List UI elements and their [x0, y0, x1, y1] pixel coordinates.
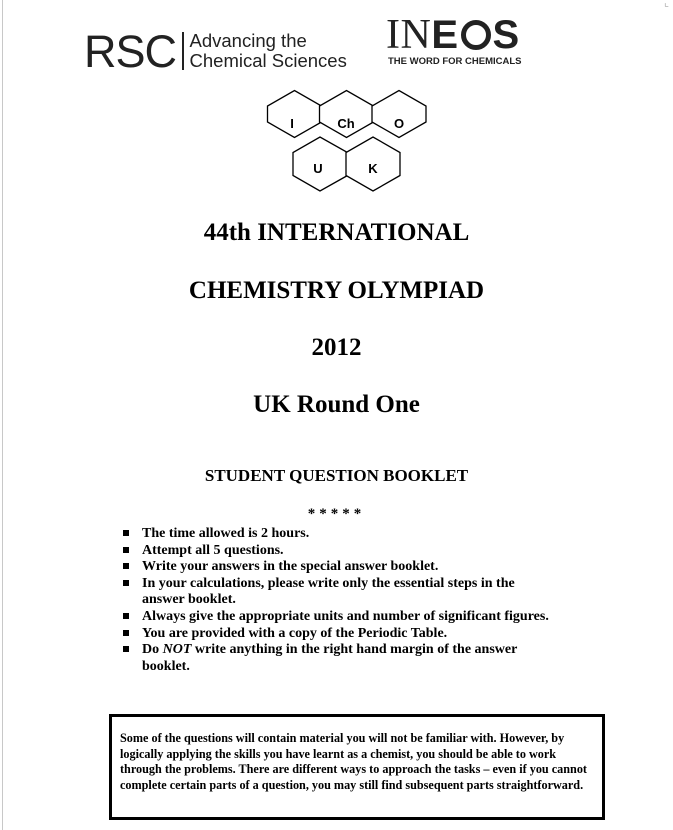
bullet-icon	[123, 547, 129, 553]
bullet-icon	[123, 530, 129, 536]
instruction-text-pre: Do	[142, 642, 163, 658]
instruction-text: Write your answers in the special answer booklet.	[142, 559, 439, 575]
ineos-letter-i: I	[386, 12, 401, 58]
rsc-wordmark: RSC	[84, 25, 177, 77]
ineos-letter-s: S	[492, 13, 520, 57]
instruction-item	[120, 642, 550, 675]
hexagon-label: U	[313, 161, 323, 176]
corner-mark: ∟	[663, 2, 669, 9]
instructions-list	[120, 526, 550, 675]
ineos-tagline: THE WORD FOR CHEMICALS	[388, 56, 522, 67]
icho-uk-hexagon-logo	[0, 0, 673, 200]
instruction-text: Always give the appropriate units and number of significant figures.	[142, 608, 549, 624]
instruction-text: Attempt all 5 questions.	[142, 542, 284, 558]
bullet-icon	[123, 630, 129, 636]
instruction-text: The time allowed is 2 hours.	[142, 526, 310, 541]
title-year: 2012	[311, 334, 362, 361]
rsc-tagline-line1: Advancing the	[189, 30, 307, 51]
instruction-item	[120, 543, 550, 560]
hexagon-label: O	[393, 116, 405, 131]
notice-box	[109, 714, 605, 820]
title-line-2: CHEMISTRY OLYMPIAD	[188, 277, 485, 304]
title-line-1: 44th INTERNATIONAL	[203, 219, 470, 246]
bullet-icon	[123, 613, 129, 619]
instruction-text: You are provided with a copy of the Periodic Table.	[142, 625, 448, 641]
booklet-title: STUDENT QUESTION BOOKLET	[204, 466, 469, 485]
instruction-item	[120, 576, 550, 609]
bullet-icon	[123, 580, 129, 586]
hexagon-label: Ch	[337, 116, 355, 131]
stars-separator: *****	[307, 506, 366, 522]
instruction-text: In your calculations, please write only the essential steps in the answer booklet.	[142, 575, 515, 608]
notice-text: Some of the questions will contain material you will not be familiar with. However, by logically applying the skills you have learnt as a chemist, you should be able to work through the problems. There are different ways to approach the tasks – even if you cannot complete certain parts of a question, you may still find subsequent parts straightforward.	[120, 731, 587, 792]
instruction-item	[120, 526, 550, 543]
instruction-item	[120, 626, 550, 643]
title-round: UK Round One	[253, 391, 420, 418]
bullet-icon	[123, 563, 129, 569]
instruction-item	[120, 559, 550, 576]
hexagon-cell	[268, 91, 322, 138]
instruction-item	[120, 609, 550, 626]
bullet-icon	[123, 646, 129, 652]
rsc-tagline-line2: Chemical Sciences	[189, 50, 347, 71]
hexagon-label: I	[290, 116, 294, 131]
instruction-text-post: write anything in the right hand margin of the answer booklet.	[142, 642, 518, 674]
hexagon-label: K	[368, 161, 378, 176]
ineos-letter-e: E	[431, 13, 459, 57]
instruction-emphasis: NOT	[162, 642, 192, 658]
ineos-letter-n: N	[400, 12, 432, 58]
